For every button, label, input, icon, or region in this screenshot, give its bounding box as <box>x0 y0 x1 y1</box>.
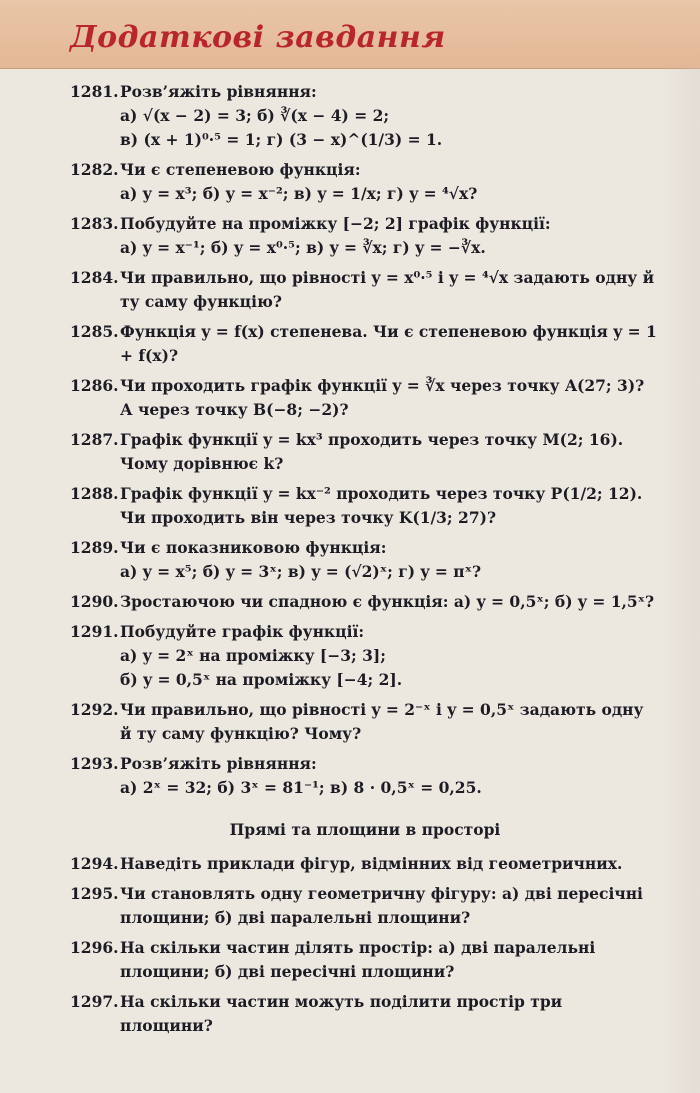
problem-1297 <box>70 990 660 1038</box>
problem-1287 <box>70 428 660 476</box>
problem-statement: Зростаючою чи спадною є функція: а) y = 0,5ˣ; б) y = 1,5ˣ? <box>120 592 655 611</box>
problem-number: 1295. <box>70 884 119 903</box>
problem-statement: Побудуйте графік функції: <box>120 622 365 641</box>
header-band <box>0 0 700 69</box>
problem-1291 <box>70 620 660 692</box>
problem-statement: Чи правильно, що рівності y = x⁰·⁵ і y = ⁴√x задають одну й ту саму функцію? <box>120 268 655 311</box>
problem-number: 1294. <box>70 854 119 873</box>
problem-statement: Графік функції y = kx⁻² проходить через точку P(1/2; 12). Чи проходить він через точку K(1/3; 27)? <box>120 484 643 527</box>
problem-1281 <box>70 80 660 152</box>
problem-number: 1293. <box>70 754 119 773</box>
problem-options: а) √(x − 2) = 3; б) ∛(x − 4) = 2; <box>120 106 390 125</box>
problem-statement: Чи проходить графік функції y = ∛x через точку A(27; 3)? А через точку B(−8; −2)? <box>120 376 645 419</box>
problem-number: 1284. <box>70 268 119 287</box>
problem-1290 <box>70 590 660 614</box>
problem-number: 1281. <box>70 82 119 101</box>
problem-statement: На скільки частин можуть поділити простір три площини? <box>120 992 563 1035</box>
problem-statement: Побудуйте на проміжку [−2; 2] графік функції: <box>120 214 551 233</box>
problem-number: 1291. <box>70 622 119 641</box>
problem-statement: Наведіть приклади фігур, відмінних від геометричних. <box>120 854 623 873</box>
page-edge-shadow <box>660 68 700 1093</box>
problem-1296 <box>70 936 660 984</box>
problem-statement: Чи є степеневою функція: <box>120 160 361 179</box>
problem-number: 1288. <box>70 484 119 503</box>
problem-options: в) (x + 1)⁰·⁵ = 1; г) (3 − x)^(1/3) = 1. <box>120 130 443 149</box>
problem-statement: Графік функції y = kx³ проходить через точку M(2; 16). Чому дорівнює k? <box>120 430 624 473</box>
problem-number: 1290. <box>70 592 119 611</box>
problem-list <box>70 80 660 1044</box>
problem-options: а) y = x³; б) y = x⁻²; в) y = 1/x; г) y = ⁴√x? <box>120 184 478 203</box>
problem-number: 1285. <box>70 322 119 341</box>
problem-options: а) y = x⁻¹; б) y = x⁰·⁵; в) y = ∛x; г) y = −∛x. <box>120 238 486 257</box>
problem-1295 <box>70 882 660 930</box>
problem-statement: Чи правильно, що рівності y = 2⁻ˣ і y = 0,5ˣ задають одну й ту саму функцію? Чому? <box>120 700 644 743</box>
problem-number: 1287. <box>70 430 119 449</box>
problem-statement: На скільки частин ділять простір: а) дві паралельні площини; б) дві пересічні площини? <box>120 938 596 981</box>
problem-1283 <box>70 212 660 260</box>
problem-options: а) 2ˣ = 32; б) 3ˣ = 81⁻¹; в) 8 · 0,5ˣ = 0,25. <box>120 778 482 797</box>
problem-1293 <box>70 752 660 800</box>
problem-number: 1286. <box>70 376 119 395</box>
problem-1285 <box>70 320 660 368</box>
problem-1289 <box>70 536 660 584</box>
problem-1288 <box>70 482 660 530</box>
problem-1286 <box>70 374 660 422</box>
problem-number: 1282. <box>70 160 119 179</box>
problem-number: 1292. <box>70 700 119 719</box>
problem-number: 1289. <box>70 538 119 557</box>
problem-options: а) y = 2ˣ на проміжку [−3; 3]; <box>120 646 386 665</box>
section-heading: Прямі та площини в просторі <box>229 820 501 839</box>
problem-statement: Розв’яжіть рівняння: <box>120 754 317 773</box>
problem-options: а) y = x⁵; б) y = 3ˣ; в) y = (√2)ˣ; г) y = πˣ? <box>120 562 482 581</box>
problem-statement: Чи є показниковою функція: <box>120 538 387 557</box>
problem-options: б) y = 0,5ˣ на проміжку [−4; 2]. <box>120 670 403 689</box>
problem-statement: Чи становлять одну геометричну фігуру: а) дві пересічні площини; б) дві паралельні площини? <box>120 884 643 927</box>
problem-1294 <box>70 852 660 876</box>
page-title: Додаткові завдання <box>70 20 446 55</box>
problem-1284 <box>70 266 660 314</box>
problem-statement: Розв’яжіть рівняння: <box>120 82 317 101</box>
problem-number: 1283. <box>70 214 119 233</box>
problem-1282 <box>70 158 660 206</box>
problem-1292 <box>70 698 660 746</box>
problem-statement: Функція y = f(x) степенева. Чи є степеневою функція y = 1 + f(x)? <box>120 322 657 365</box>
problem-number: 1296. <box>70 938 119 957</box>
problem-number: 1297. <box>70 992 119 1011</box>
